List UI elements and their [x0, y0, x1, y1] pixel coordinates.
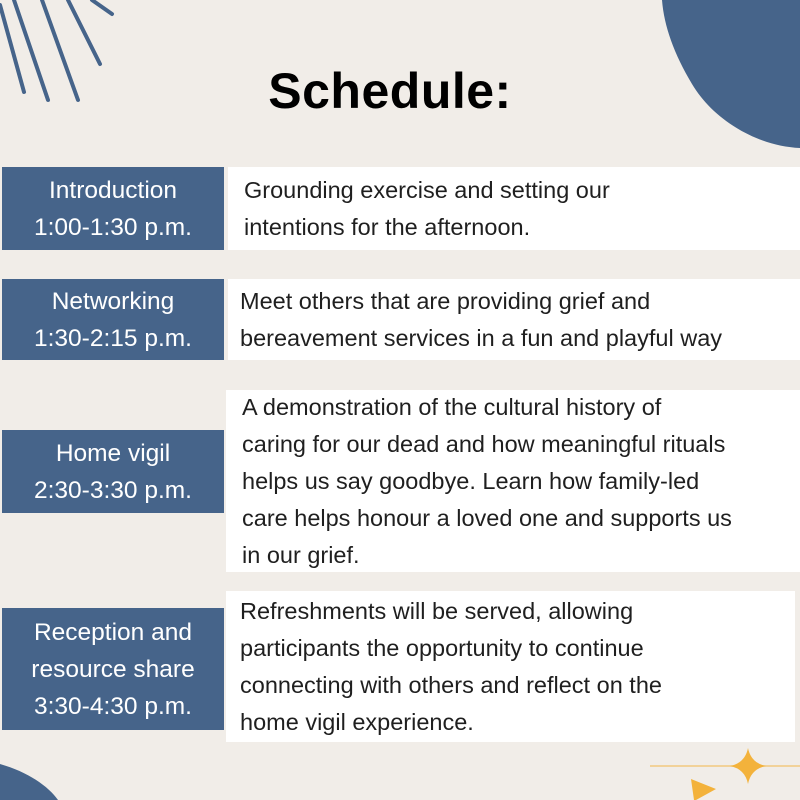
- session-name: Reception and: [33, 618, 192, 646]
- schedule-label-home-vigil: [2, 430, 224, 513]
- bottom-left-blob: [0, 764, 58, 800]
- session-time: 1:00-1:30 p.m.: [34, 213, 192, 241]
- session-time: 2:30-3:30 p.m.: [34, 476, 192, 504]
- schedule-description-networking: Meet others that are providing grief and bereavement services in a fun and playful way: [228, 279, 800, 360]
- page-title: Schedule:: [268, 63, 512, 119]
- schedule-label-reception: [2, 608, 224, 730]
- session-time: 1:30-2:15 p.m.: [34, 324, 192, 352]
- session-name: Introduction: [48, 176, 178, 204]
- schedule-label-introduction: [2, 167, 224, 250]
- sparkle-icon: [730, 748, 766, 784]
- session-name: resource share: [31, 655, 195, 683]
- session-name: Home vigil: [55, 439, 171, 467]
- schedule-description-reception: Refreshments will be served, allowing participants the opportunity to continue connecting with others and reflect on the home vigil experience.: [226, 591, 795, 742]
- session-name: Networking: [51, 287, 175, 315]
- session-time: 3:30-4:30 p.m.: [34, 692, 192, 720]
- schedule-description-introduction: Grounding exercise and setting our intentions for the afternoon.: [228, 167, 800, 250]
- triangle-icon: [691, 779, 716, 800]
- schedule-description-home-vigil: A demonstration of the cultural history of caring for our dead and how meaningful rituals helps us say goodbye. Learn how family-led care helps honour a loved one and supports us in our grief.: [226, 390, 800, 572]
- schedule-label-networking: [2, 279, 224, 360]
